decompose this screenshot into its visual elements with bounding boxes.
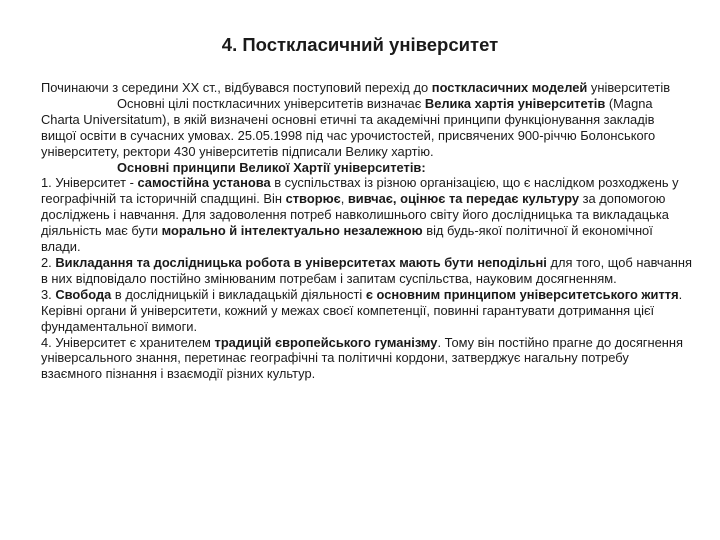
principle-1 [41, 175, 693, 255]
principle-1-emphasis: вивчає, оцінює та передає культуру [347, 191, 580, 207]
magna-charta-paragraph [41, 96, 693, 160]
intro-emphasis: посткласичних моделей [431, 80, 588, 95]
principle-4-text: 4. Університет є хранителем [41, 334, 215, 350]
principle-1-text: від будь-якої політичної й економічної влади. [41, 223, 653, 255]
principles-heading-text: Основні принципи Великої Хартії університетів: [117, 159, 426, 175]
intro-paragraph [41, 80, 693, 96]
principles-heading [41, 160, 693, 176]
magna-charta-emphasis: Велика хартія університетів [424, 95, 606, 111]
principle-4 [41, 335, 693, 383]
principle-3-text: в дослідницькій і викладацькій діяльності [111, 286, 366, 302]
principle-2-text: для того, щоб навчання в них відповідало постійно змінюваним потребам і запитам суспільства, науковим досягненням. [41, 254, 693, 286]
principle-3 [41, 287, 693, 335]
intro-text-end: університетів [587, 80, 671, 95]
principle-1-emphasis: створює [285, 191, 341, 207]
principle-1-text: за допомогою досліджень і навчання. Для задоволення потреб навколишнього світу його дослідницька та викладацька діяльність має бути [41, 191, 669, 239]
principle-2-text: 2. [41, 254, 56, 270]
slide-body [41, 80, 693, 382]
magna-charta-text-end: (Magna Charta Universitatum), в якій визначені основні етичні та академічні принципи функціонування закладів вищої освіти в сучасних умовах. 25.05.1998 під час урочистостей, присвячених 900-річчю Болонського університету, ректори 430 університетів підписали Велику хартію. [41, 95, 656, 159]
principle-2 [41, 255, 693, 287]
slide-title: 4. Посткласичний університет [221, 34, 499, 55]
principle-2-emphasis: Викладання та дослідницька робота в університетах мають бути неподільні [55, 254, 547, 270]
principle-3-text: . Керівні органи й університети, кожний у межах своєї компетенції, повинні гарантувати дотримання цієї фундаментальної вимоги. [41, 286, 683, 334]
principle-1-emphasis: самостійна установа [137, 175, 271, 191]
principle-1-text: в суспільствах із різною організацією, що є наслідком розходжень у географічній та історичній спадщині. Він [41, 175, 679, 207]
principle-1-text: 1. Університет - [41, 175, 138, 191]
principle-3-emphasis: є основним принципом університетського життя [365, 286, 679, 302]
intro-text: Починаючи з середини XX ст., відбувався поступовий перехід до [41, 80, 432, 95]
principle-4-text: . Тому він постійно прагне до досягнення універсального знання, перетинає географічні та політичні кордони, затверджує нагальну потребу взаємного пізнання і взаємодії різних культур. [41, 334, 684, 382]
principle-3-emphasis: Свобода [55, 286, 112, 302]
principle-1-emphasis: морально й інтелектуально незалежною [161, 223, 423, 239]
principle-4-emphasis: традицій європейського гуманізму [214, 334, 438, 350]
magna-charta-text: Основні цілі посткласичних університетів визначає [117, 95, 425, 111]
principle-3-text: 3. [41, 286, 56, 302]
principle-1-text: , [340, 191, 348, 207]
